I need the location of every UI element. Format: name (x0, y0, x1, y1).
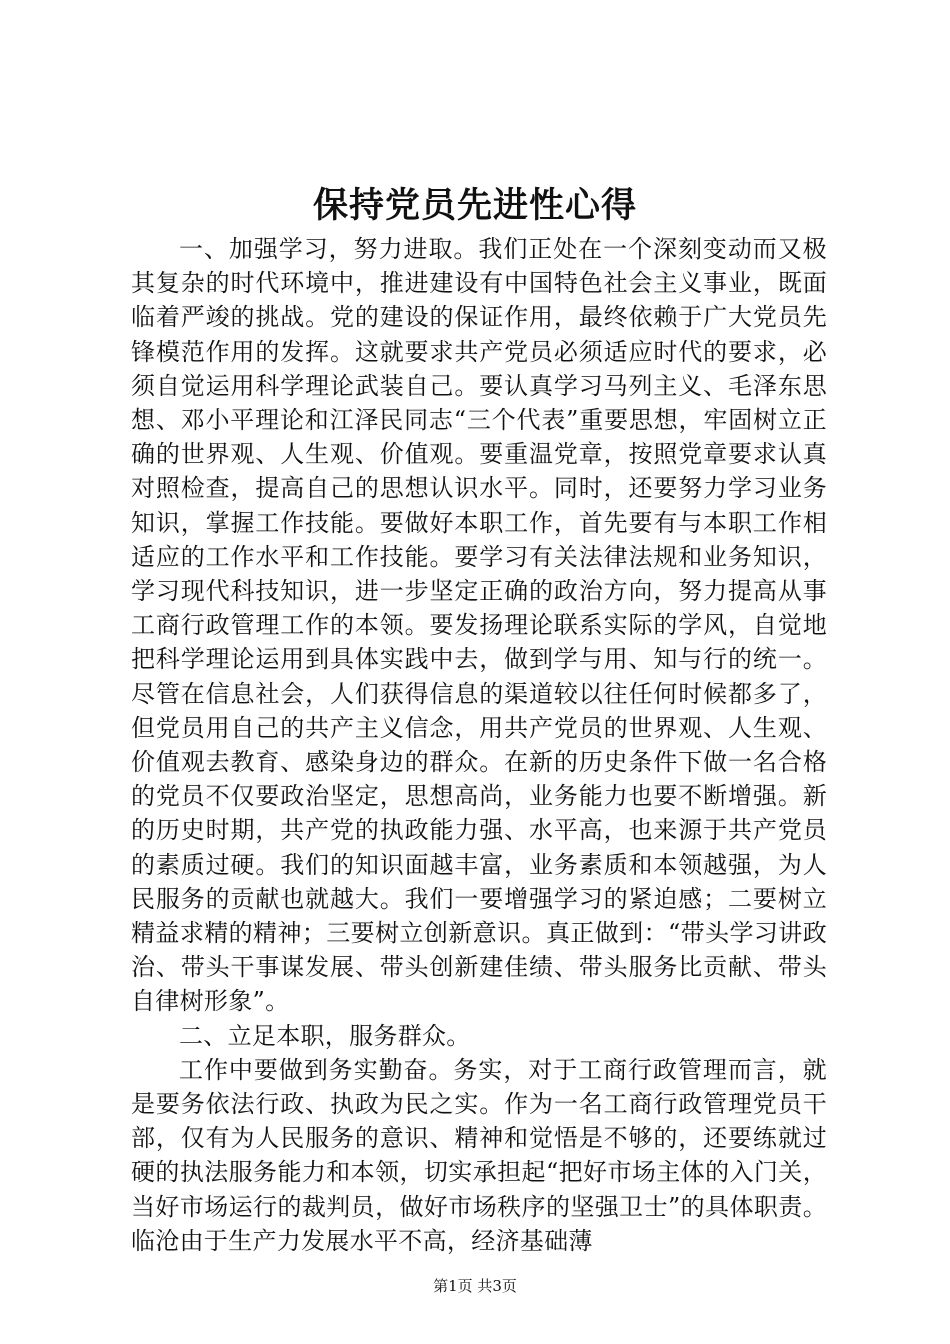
page-footer: 第1页 共3页 (433, 1277, 517, 1295)
document-body (131, 232, 827, 1258)
document-title: 保持党员先进性心得 (312, 185, 637, 226)
paragraph-1: 一、加强学习，努力进取。我们正处在一个深刻变动而又极其复杂的时代环境中，推进建设有中国特色社会主义事业，既面临着严竣的挑战。党的建设的保证作用，最终依赖于广大党员先锋模范作用的发挥。这就要求共产党员必须适应时代的要求，必须自觉运用科学理论武装自己。要认真学习马列主义、毛泽东思想、邓小平理论和江泽民同志“三个代表”重要思想，牢固树立正确的世界观、人生观、价值观。要重温党章，按照党章要求认真对照检查，提高自己的思想认识水平。同时，还要努力学习业务知识，掌握工作技能。要做好本职工作，首先要有与本职工作相适应的工作水平和工作技能。要学习有关法律法规和业务知识，学习现代科技知识，进一步坚定正确的政治方向，努力提高从事工商行政管理工作的本领。要发扬理论联系实际的学风，自觉地把科学理论运用到具体实践中去，做到学与用、知与行的统一。尽管在信息社会，人们获得信息的渠道较以往任何时候都多了，但党员用自己的共产主义信念，用共产党员的世界观、人生观、价值观去教育、感染身边的群众。在新的历史条件下做一名合格的党员不仅要政治坚定，思想高尚，业务能力也要不断增强。新的历史时期，共产党的执政能力强、水平高，也来源于共产党员的素质过硬。我们的知识面越丰富，业务素质和本领越强，为人民服务的贡献也就越大。我们一要增强学习的紧迫感；二要树立精益求精的精神；三要树立创新意识。真正做到：“带头学习讲政治、带头干事谋发展、带头创新建佳绩、带头服务比贡献、带头自律树形象”。 (131, 235, 827, 1016)
paragraph-3: 工作中要做到务实勤奋。务实，对于工商行政管理而言，就是要务依法行政、执政为民之实。作为一名工商行政管理党员干部，仅有为人民服务的意识、精神和觉悟是不够的，还要练就过硬的执法服务能力和本领，切实承担起“把好市场主体的入门关，当好市场运行的裁判员，做好市场秩序的坚强卫士”的具体职责。临沧由于生产力发展水平不高，经济基础薄 (131, 1055, 827, 1255)
paragraph-2: 二、立足本职，服务群众。 (179, 1021, 471, 1050)
